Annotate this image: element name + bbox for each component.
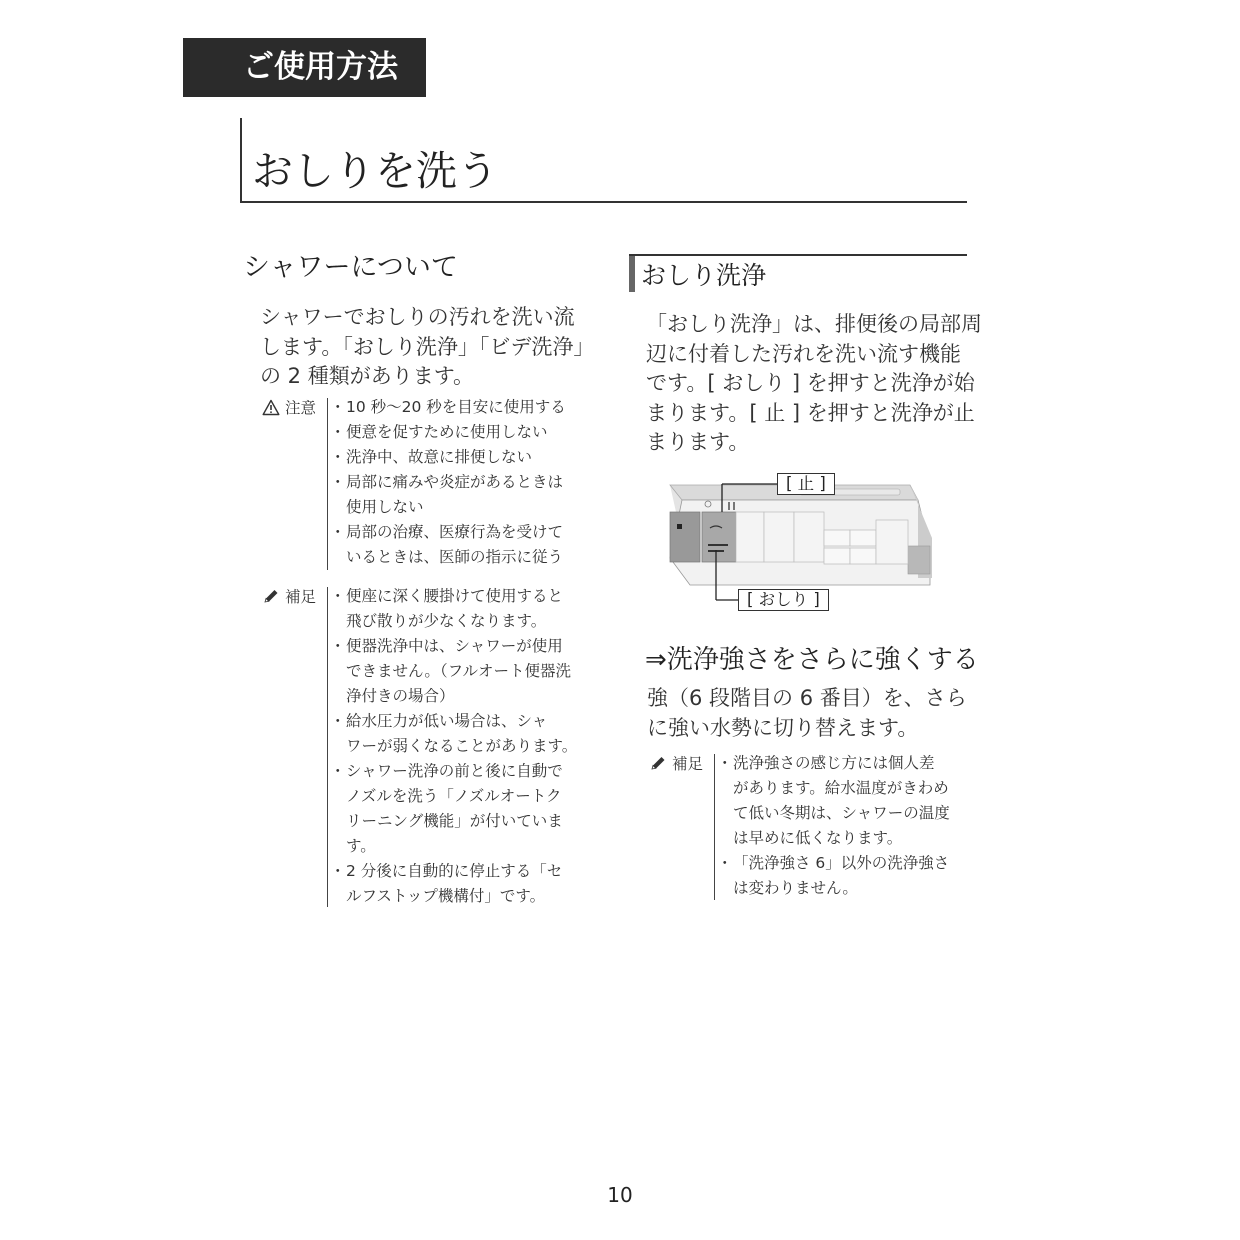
title-rule-horizontal — [240, 201, 967, 203]
page-title: おしりを洗う — [252, 147, 498, 195]
supplement-item: ・ 給水圧力が低い場合は、シャ ワーが弱くなることがあります。 — [334, 709, 594, 759]
supplement-bar — [327, 587, 328, 907]
caution-list — [334, 395, 594, 570]
oshiri-button[interactable] — [702, 512, 736, 562]
supplement-label-text: 補足 — [285, 588, 317, 606]
stop-button[interactable] — [670, 512, 700, 562]
shower-subtitle: シャワーについて — [243, 252, 458, 283]
callout-oshiri: [ おしり ] — [738, 589, 829, 611]
title-rule-vertical — [240, 118, 242, 202]
pencil-icon — [262, 588, 280, 605]
pencil-icon — [649, 755, 667, 772]
caution-item: ・ 局部の治療、医療行為を受けて いるときは、医師の指示に従う — [334, 520, 594, 570]
oshiri-paragraph — [646, 310, 982, 458]
paragraph-line: に強い水勢に切り替えます。 — [647, 715, 919, 740]
page-number: 10 — [607, 1183, 633, 1207]
paragraph-line: します。「おしり洗浄」「ビデ洗浄」 — [260, 334, 595, 359]
supplement-label — [262, 586, 316, 608]
supplement-item: ・ 2 分後に自動的に停止する「セ ルフストップ機構付」です。 — [334, 859, 594, 909]
caution-label-text: 注意 — [285, 399, 317, 417]
paragraph-line: まります。[ 止 ] を押すと洗浄が止 — [646, 400, 975, 425]
supplement-bar-right — [714, 754, 715, 900]
strength-paragraph — [647, 684, 967, 743]
supplement-item: ・ 便座に深く腰掛けて使用すると 飛び散りが少なくなります。 — [334, 584, 594, 634]
caution-item: ・ 局部に痛みや炎症があるときは 使用しない — [334, 470, 594, 520]
caution-label — [262, 397, 316, 419]
supplement-item: ・ シャワー洗浄の前と後に自動で ノズルを洗う「ノズルオートク リーニング機能」が付いていま す。 — [334, 759, 594, 859]
oshiri-subtitle-accent — [629, 256, 635, 292]
paragraph-line: 強（6 段階目の 6 番目）を、さら — [647, 686, 967, 710]
paragraph-line: まります。 — [646, 430, 750, 454]
supplement-label-right — [649, 753, 703, 775]
supplement-item: ・ 便器洗浄中は、シャワーが使用 できません。（フルオート便器洗 浄付きの場合） — [334, 634, 594, 709]
paragraph-line: の 2 種類があります。 — [260, 364, 475, 388]
section-tab: ご使用方法 — [183, 38, 426, 97]
warning-triangle-icon — [262, 399, 280, 416]
callout-stop: [ 止 ] — [777, 473, 835, 495]
supplement-item: ・ 「洗浄強さ 6」以外の洗浄強さ は変わりません。 — [721, 851, 981, 901]
paragraph-line: です。[ おしり ] を押すと洗浄が始 — [646, 371, 975, 395]
supplement-list — [334, 584, 594, 909]
caution-item: ・ 10 秒～20 秒を目安に使用する — [334, 395, 594, 420]
oshiri-subtitle: おしり洗浄 — [641, 261, 767, 290]
strength-title: ⇒洗浄強さをさらに強くする — [645, 645, 979, 675]
caution-item: ・ 洗浄中、故意に排便しない — [334, 445, 594, 470]
supplement-label-text: 補足 — [672, 755, 704, 773]
caution-item: ・ 便意を促すために使用しない — [334, 420, 594, 445]
supplement-item: ・ 洗浄強さの感じ方には個人差 があります。給水温度がきわめ て低い冬期は、シャワーの温度 は早めに低くなります。 — [721, 751, 981, 851]
oshiri-subtitle-rule — [629, 254, 967, 256]
paragraph-line: 「おしり洗浄」は、排便後の局部周 — [646, 312, 982, 336]
caution-bar — [327, 398, 328, 570]
paragraph-line: 辺に付着した汚れを洗い流す機能 — [646, 341, 961, 366]
supplement-list-right — [721, 751, 981, 901]
shower-paragraph — [260, 303, 594, 392]
paragraph-line: シャワーでおしりの汚れを洗い流 — [260, 305, 575, 329]
